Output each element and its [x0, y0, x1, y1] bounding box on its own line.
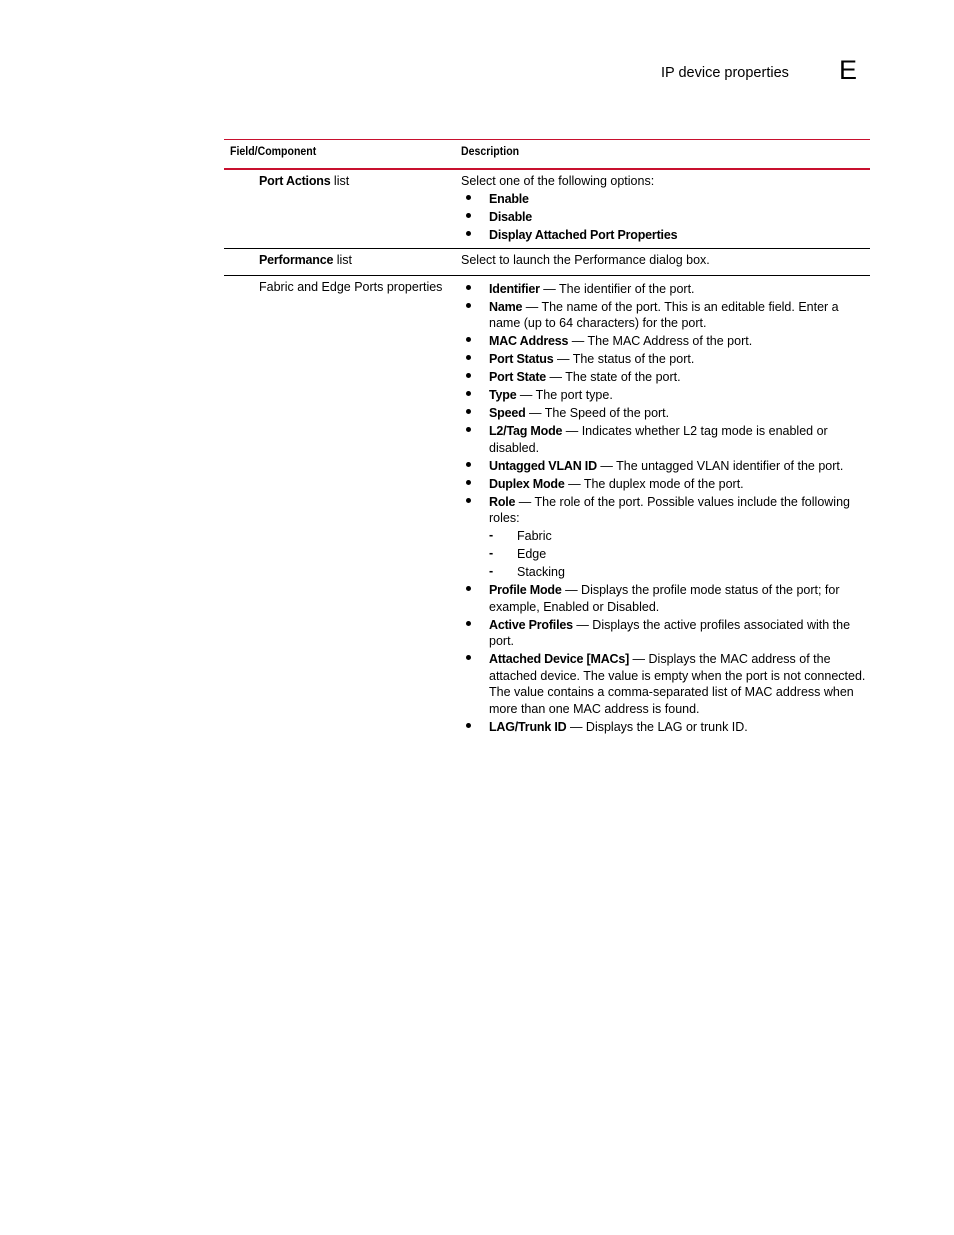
field-name: Performance	[259, 252, 334, 267]
option-list	[461, 191, 870, 244]
property-term: MAC Address	[489, 334, 569, 348]
property-text: — The state of the port.	[546, 370, 681, 384]
list-item	[461, 369, 870, 386]
list-item	[489, 546, 870, 563]
field-suffix: list	[330, 174, 350, 188]
list-item	[461, 617, 870, 650]
properties-table	[224, 139, 870, 739]
property-term: Identifier	[489, 281, 540, 296]
property-text: — Displays the active profiles associated with the port.	[489, 617, 851, 648]
property-text: — The untagged VLAN identifier of the port.	[596, 458, 844, 473]
property-term: Duplex Mode	[489, 476, 565, 491]
property-text: — The identifier of the port.	[539, 281, 695, 296]
property-text: — Displays the profile mode status of the port; for example, Enabled or Disabled.	[489, 583, 840, 614]
option-label: Disable	[489, 210, 533, 224]
description-intro: Select one of the following options:	[461, 174, 655, 188]
column-header-description: Description	[461, 144, 520, 158]
row-description	[461, 249, 870, 276]
list-item	[461, 651, 870, 717]
option-label: Enable	[489, 192, 529, 206]
property-term: L2/Tag Mode	[489, 424, 563, 438]
property-term: Speed	[489, 406, 526, 420]
property-text: — Indicates whether L2 tag mode is enabled or disabled.	[489, 424, 828, 455]
role-list	[489, 528, 870, 581]
row-field	[224, 170, 461, 248]
description-text: Select to launch the Performance dialog box.	[461, 252, 710, 267]
property-text: — The MAC Address of the port.	[568, 334, 753, 348]
list-item	[461, 405, 870, 422]
list-item	[461, 351, 870, 368]
table-header-row	[224, 140, 870, 168]
list-item	[461, 387, 870, 404]
list-item	[461, 494, 870, 581]
option-label: Display Attached Port Properties	[489, 228, 678, 242]
row-description	[461, 170, 870, 248]
property-text: — The role of the port. Possible values include the following roles:	[489, 494, 850, 525]
row-description	[461, 276, 870, 739]
table-row	[224, 276, 870, 739]
property-term: Type	[489, 388, 517, 402]
list-item	[461, 423, 870, 456]
property-text: — The duplex mode of the port.	[564, 476, 744, 491]
field-suffix: list	[333, 252, 352, 267]
list-item	[461, 281, 870, 298]
role-value: Stacking	[517, 565, 565, 579]
property-text: — The Speed of the port.	[525, 406, 670, 420]
property-term: LAG/Trunk ID	[489, 719, 567, 734]
table-row	[224, 249, 870, 276]
list-item	[461, 582, 870, 615]
list-item	[461, 458, 870, 475]
list-item	[461, 333, 870, 350]
property-term: Role	[489, 494, 516, 509]
appendix-letter: E	[839, 55, 858, 85]
property-text: — Displays the MAC address of the attached device. The value is empty when the port is not connected. The value contains a comma-separated list of MAC address when more than one MAC address is found.	[489, 652, 866, 716]
field-name: Fabric and Edge Ports properties	[259, 280, 443, 294]
list-item	[489, 528, 870, 545]
list-item	[489, 564, 870, 581]
list-item	[461, 227, 870, 244]
role-value: Fabric	[517, 529, 552, 543]
property-term: Profile Mode	[489, 583, 562, 597]
property-text: — The status of the port.	[553, 352, 695, 366]
list-item	[461, 476, 870, 493]
property-term: Port State	[489, 370, 547, 384]
property-term: Active Profiles	[489, 617, 573, 632]
row-field	[224, 276, 461, 739]
property-term: Name	[489, 299, 523, 314]
property-text: — The name of the port. This is an editable field. Enter a name (up to 64 characters) for the port.	[489, 299, 839, 330]
list-item	[461, 209, 870, 226]
list-item	[461, 191, 870, 208]
property-text: — Displays the LAG or trunk ID.	[566, 719, 748, 734]
property-list	[461, 281, 870, 736]
property-term: Attached Device [MACs]	[489, 652, 630, 666]
field-name: Port Actions	[259, 174, 331, 188]
property-term: Untagged VLAN ID	[489, 458, 597, 473]
column-header-field: Field/Component	[230, 144, 317, 158]
role-value: Edge	[517, 547, 547, 561]
section-title: IP device properties	[661, 65, 789, 81]
list-item	[461, 719, 870, 736]
list-item	[461, 299, 870, 332]
property-text: — The port type.	[516, 388, 613, 402]
row-field	[224, 249, 461, 276]
table-row	[224, 170, 870, 248]
property-term: Port Status	[489, 352, 554, 366]
